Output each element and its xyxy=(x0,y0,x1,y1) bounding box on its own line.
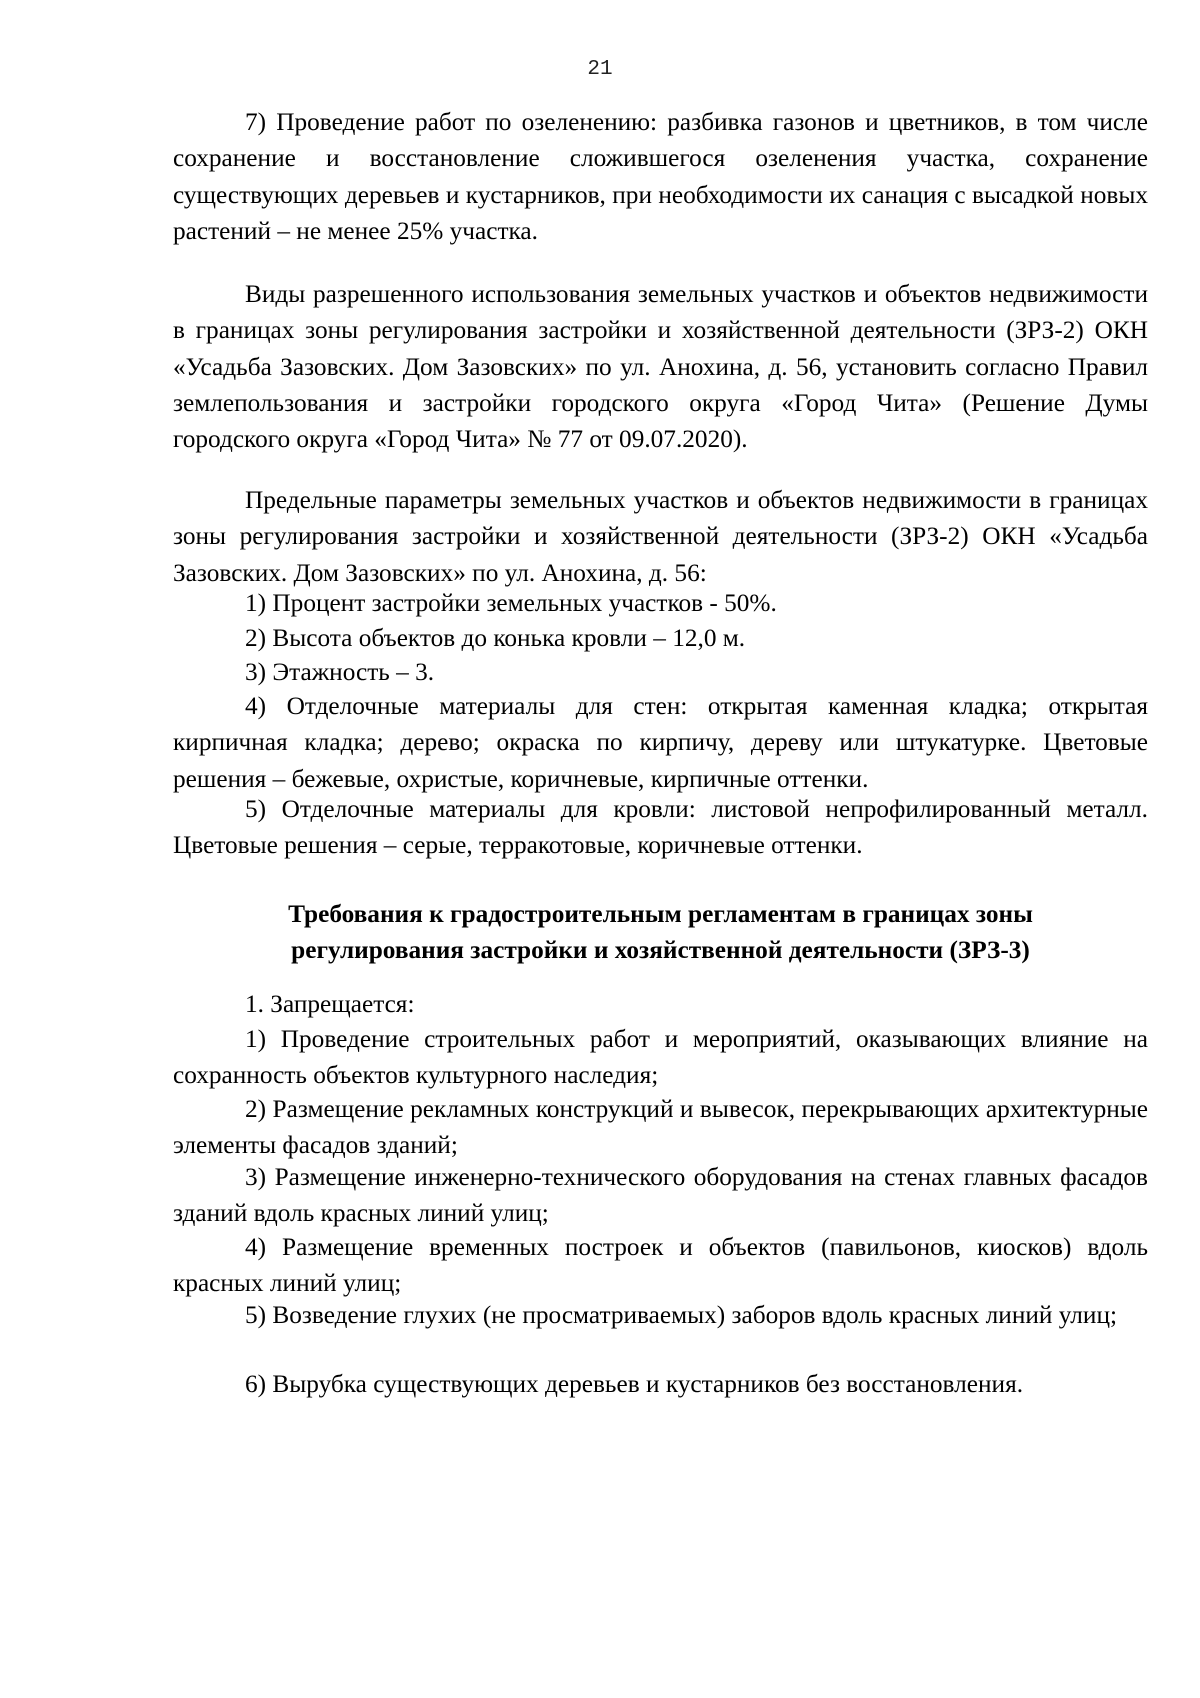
section-heading-line-2: регулирования застройки и хозяйственной деятельности (ЗРЗ-3) xyxy=(291,936,1030,964)
paragraph-greening: 7) Проведение работ по озеленению: разбивка газонов и цветников, в том числе сохранение и восстановление сложившегося озеленения участка, сохранение существующих деревьев и кустарников, при необходимости их санация с высадкой новых растений – не менее 25% участка. xyxy=(173,108,1148,245)
prohibited-item-1: 1) Проведение строительных работ и мероприятий, оказывающих влияние на сохранность объектов культурного наследия; xyxy=(173,1025,1148,1090)
list-item-roof-materials: 5) Отделочные материалы для кровли: листовой непрофилированный металл. Цветовые решения – серые, терракотовые, коричневые оттенки. xyxy=(173,795,1148,860)
paragraph-limit-parameters: Предельные параметры земельных участков и объектов недвижимости в границах зоны регулирования застройки и хозяйственной деятельности (ЗРЗ-2) ОКН «Усадьба Зазовских. Дом Зазовских» по ул. Анохина, д. 56: xyxy=(173,486,1148,587)
list-item-building-percent: 1) Процент застройки земельных участков - 50%. xyxy=(245,589,777,617)
section-heading-line-1: Требования к градостроительным регламентам в границах зоны xyxy=(288,900,1033,928)
paragraph-permitted-uses: Виды разрешенного использования земельных участков и объектов недвижимости в границах зоны регулирования застройки и хозяйственной деятельности (ЗРЗ-2) ОКН «Усадьба Зазовских. Дом Зазовских» по ул. Анохина, д. 56, установить согласно Правил землепользования и застройки городского округа «Город Чита» (Решение Думы городского округа «Город Чита» № 77 от 09.07.2020). xyxy=(173,280,1148,454)
list-item-wall-materials: 4) Отделочные материалы для стен: открытая каменная кладка; открытая кирпичная кладка; дерево; окраска по кирпичу, дереву или штукатурке. Цветовые решения – бежевые, охристые, коричневые, кирпичные оттенки. xyxy=(173,692,1148,793)
prohibited-intro: 1. Запрещается: xyxy=(245,990,415,1018)
prohibited-item-5: 5) Возведение глухих (не просматриваемых) заборов вдоль красных линий улиц; xyxy=(245,1301,1118,1329)
page-number: 21 xyxy=(587,58,613,81)
list-item-height: 2) Высота объектов до конька кровли – 12,0 м. xyxy=(245,624,746,652)
prohibited-item-2: 2) Размещение рекламных конструкций и вывесок, перекрывающих архитектурные элементы фасадов зданий; xyxy=(173,1095,1148,1160)
prohibited-item-4: 4) Размещение временных построек и объектов (павильонов, киосков) вдоль красных линий улиц; xyxy=(173,1233,1148,1298)
list-item-floors: 3) Этажность – 3. xyxy=(245,658,435,686)
prohibited-item-6: 6) Вырубка существующих деревьев и кустарников без восстановления. xyxy=(245,1370,1024,1398)
prohibited-item-3: 3) Размещение инженерно-технического оборудования на стенах главных фасадов зданий вдоль красных линий улиц; xyxy=(173,1163,1148,1228)
section-heading xyxy=(173,896,1148,968)
